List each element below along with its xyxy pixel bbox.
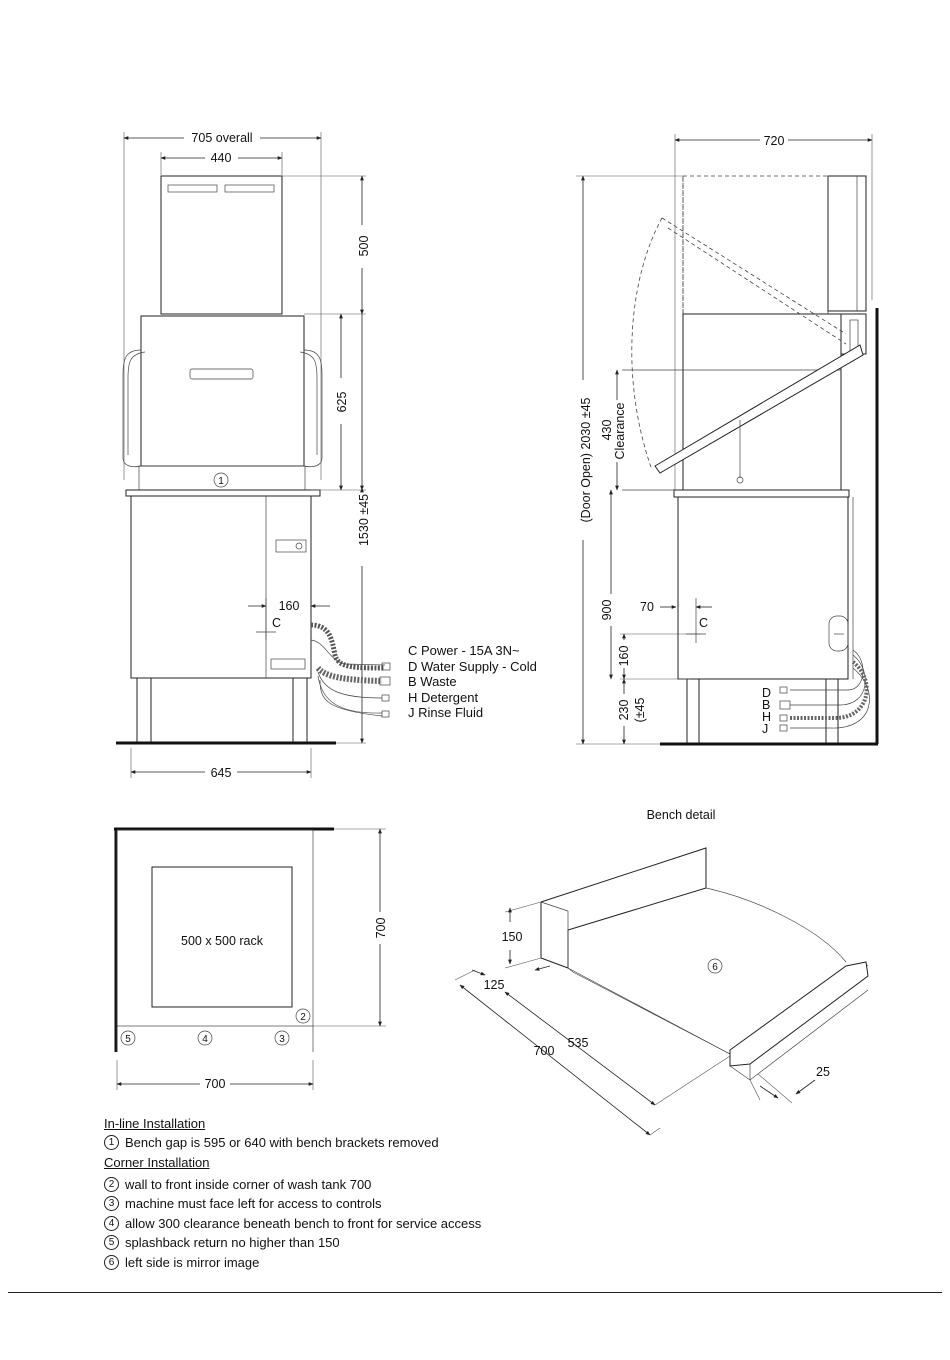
connection-detergent: H Detergent — [408, 690, 479, 705]
c-point-label: C — [272, 616, 282, 630]
side-label-b: B — [762, 698, 771, 712]
dim-door-height: 625 — [335, 391, 349, 413]
svg-text:1: 1 — [218, 476, 224, 487]
dim-hood-width: 440 — [210, 151, 232, 165]
dim-leg-height: 230 — [617, 699, 631, 721]
hood-column — [828, 176, 866, 311]
svg-text:2: 2 — [300, 1012, 306, 1023]
left-side-handle — [123, 350, 141, 467]
side-door-frame — [683, 314, 841, 490]
installation-notes — [104, 1114, 704, 1272]
svg-text:5: 5 — [125, 1034, 131, 1045]
plan-dim-width: 700 — [204, 1077, 226, 1091]
dim-side-depth: 720 — [763, 134, 785, 148]
note-item — [104, 1233, 704, 1253]
dim-door-open-height: (Door Open) 2030 ±45 — [579, 397, 593, 523]
note-text: machine must face left for access to controls — [125, 1196, 382, 1211]
bench-detail — [455, 808, 868, 1135]
side-label-h: H — [762, 710, 772, 724]
note-text: Bench gap is 595 or 640 with bench brackets removed — [125, 1135, 439, 1150]
note-number: 5 — [104, 1235, 119, 1250]
door-swing-arc — [632, 218, 662, 470]
dim-inner-depth: 535 — [567, 1036, 589, 1050]
plan-dim-depth: 700 — [374, 917, 388, 939]
note-text: wall to front inside corner of wash tank 700 — [125, 1176, 372, 1192]
front-view — [116, 131, 537, 780]
side-leg — [687, 679, 699, 743]
splashback — [541, 848, 706, 968]
plan-view — [114, 829, 388, 1091]
note-number: 6 — [104, 1255, 119, 1270]
dim-lip: 25 — [816, 1065, 830, 1079]
side-label-d: D — [762, 686, 772, 700]
svg-text:3: 3 — [279, 1034, 285, 1045]
note-number: 2 — [104, 1177, 119, 1192]
note-number: 4 — [104, 1216, 119, 1231]
connection-rinse: J Rinse Fluid — [408, 705, 484, 720]
hood-panel — [161, 176, 282, 314]
callout-6: 6 — [712, 962, 718, 973]
footer-rule — [8, 1292, 942, 1293]
dim-hood-height: 500 — [357, 235, 371, 257]
note-item — [104, 1194, 704, 1214]
dim-cabinet-width: 645 — [210, 766, 232, 780]
svg-text:4: 4 — [202, 1034, 208, 1045]
note-text: left side is mirror image — [125, 1254, 260, 1270]
right-side-handle — [304, 350, 322, 467]
leg — [293, 678, 307, 742]
side-label-j: J — [762, 722, 769, 736]
dim-bench-depth: 700 — [533, 1044, 555, 1058]
dim-c-height: 160 — [617, 645, 631, 667]
dim-c-offset: 160 — [278, 599, 300, 613]
note-item — [104, 1133, 704, 1153]
connector-j — [382, 711, 389, 717]
dim-bench-height: 900 — [600, 599, 614, 621]
inline-heading: In-line Installation — [104, 1116, 206, 1131]
side-c-point-label: C — [699, 616, 709, 630]
connection-power: C Power - 15A 3N~ — [408, 643, 520, 658]
connection-water: D Water Supply - Cold — [408, 659, 537, 674]
dim-splash-height: 150 — [501, 930, 523, 944]
note-text: allow 300 clearance beneath bench to front for service access — [125, 1215, 482, 1231]
side-view — [576, 134, 878, 744]
bench-front-lip — [730, 962, 868, 1066]
corner-heading: Corner Installation — [104, 1154, 210, 1170]
rack-label: 500 x 500 rack — [181, 934, 263, 948]
bench-detail-title: Bench detail — [646, 808, 716, 822]
dim-clearance-word: Clearance — [613, 402, 627, 460]
side-bench-top — [674, 490, 849, 497]
dim-leg-tolerance: (±45 — [633, 697, 647, 723]
dim-splash-depth: 125 — [483, 978, 505, 992]
connection-waste: B Waste — [408, 674, 457, 689]
note-item — [104, 1253, 704, 1273]
dim-side-c-offset: 70 — [640, 600, 654, 614]
side-cabinet — [678, 497, 848, 679]
note-number: 1 — [104, 1135, 119, 1150]
note-item — [104, 1175, 704, 1195]
connector-b — [380, 677, 390, 685]
connector-h — [382, 695, 389, 701]
dim-clearance-value: 430 — [600, 419, 614, 441]
note-text: splashback return no higher than 150 — [125, 1235, 340, 1250]
dim-total-height: 1530 ±45 — [357, 493, 371, 547]
note-number: 3 — [104, 1196, 119, 1211]
note-item — [104, 1214, 704, 1234]
dim-overall-width: 705 overall — [191, 131, 253, 145]
side-leg — [826, 679, 838, 743]
leg — [137, 678, 151, 742]
bench-top — [126, 490, 320, 496]
cabinet — [131, 496, 311, 678]
door-panel — [141, 316, 304, 466]
